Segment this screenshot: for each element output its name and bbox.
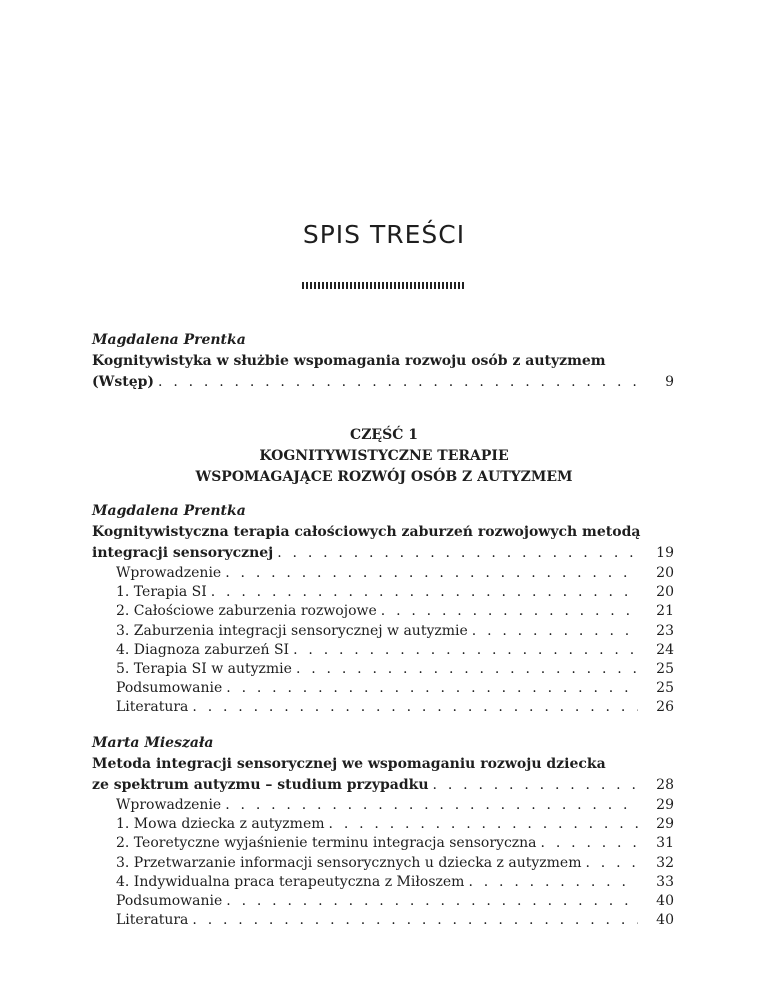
- chapter-heading-end: ze spektrum autyzmu – studium przypadku: [92, 777, 429, 793]
- chapter-author: Marta Mieszała: [92, 735, 214, 751]
- dot-leader: [192, 698, 638, 717]
- chapter-page-number: 19: [656, 545, 674, 561]
- toc-entry-page: 33: [656, 873, 674, 890]
- toc-entry-label: 1. Terapia SI: [116, 584, 207, 601]
- dot-leader: [381, 602, 638, 621]
- toc-entry-page: 20: [656, 565, 674, 581]
- part-title-line1: KOGNITYWISTYCZNE TERAPIE: [259, 448, 509, 464]
- toc-entry-page: 25: [656, 660, 674, 677]
- intro-heading-row[interactable]: [92, 372, 674, 393]
- chapter-heading: Kognitywistyczna terapia całościowych zaburzeń rozwojowych metodą: [92, 524, 641, 540]
- toc-entry[interactable]: [92, 660, 674, 679]
- part-heading: [0, 425, 768, 488]
- toc-entry-page: 40: [656, 892, 674, 909]
- part-number: CZĘŚĆ 1: [350, 427, 418, 443]
- toc-entry-page: 25: [656, 680, 674, 697]
- decorative-ornament: [302, 282, 466, 289]
- toc-entry-page: 31: [656, 835, 674, 852]
- toc-chapter: [92, 501, 674, 718]
- intro-page-number: 9: [665, 374, 674, 390]
- intro-heading: Kognitywistyka w służbie wspomagania rozwoju osób z autyzmem: [92, 353, 606, 369]
- toc-entry-page: 24: [656, 641, 674, 658]
- toc-entry[interactable]: [92, 815, 674, 834]
- toc-entry-page: 40: [656, 912, 674, 929]
- dot-leader: [225, 796, 638, 815]
- toc-entry[interactable]: [92, 873, 674, 892]
- toc-entry[interactable]: [92, 622, 674, 641]
- toc-entry-label: 3. Zaburzenia integracji sensorycznej w autyzmie: [116, 622, 468, 639]
- toc-entry-page: 32: [656, 854, 674, 871]
- dot-leader: [541, 834, 638, 853]
- dot-leader: [211, 583, 638, 602]
- toc-chapter: [92, 733, 674, 930]
- toc-entry[interactable]: [92, 892, 674, 911]
- dot-leader: [226, 892, 638, 911]
- toc-entry[interactable]: [92, 583, 674, 602]
- page-title: SPIS TREŚCI: [302, 220, 466, 249]
- toc-entry-page: 29: [656, 816, 674, 833]
- toc-entry-page: 29: [656, 797, 674, 813]
- intro-author: Magdalena Prentka: [92, 332, 246, 348]
- toc-entry-label: 3. Przetwarzanie informacji sensorycznych u dziecka z autyzmem: [116, 854, 582, 871]
- toc-entry[interactable]: [92, 911, 674, 930]
- dot-leader: [293, 641, 638, 660]
- toc-entry[interactable]: [92, 641, 674, 660]
- toc-entry-page: 21: [656, 603, 674, 620]
- dot-leader: [329, 815, 638, 834]
- dot-leader: [192, 911, 638, 930]
- toc-entry-page: 20: [656, 584, 674, 601]
- toc-entry-label: 2. Całościowe zaburzenia rozwojowe: [116, 603, 377, 620]
- toc-entry[interactable]: [92, 834, 674, 853]
- toc-entry-label: 5. Terapia SI w autyzmie: [116, 660, 292, 677]
- toc-entry-label: 4. Indywidualna praca terapeutyczna z Miłoszem: [116, 873, 465, 890]
- toc-entry-label: Wprowadzenie: [116, 565, 222, 581]
- chapter-page-number: 28: [656, 777, 674, 793]
- toc-entry[interactable]: [92, 602, 674, 621]
- toc-entry-label: Podsumowanie: [116, 892, 223, 909]
- chapter-author: Magdalena Prentka: [92, 503, 246, 519]
- chapter-heading-row[interactable]: [92, 775, 674, 796]
- toc-entry-label: Wprowadzenie: [116, 797, 222, 813]
- intro-heading-end: (Wstęp): [92, 374, 155, 390]
- chapter-heading-end: integracji sensorycznej: [92, 545, 274, 561]
- dot-leader: [296, 660, 638, 679]
- toc-entry-page: 23: [656, 622, 674, 639]
- part-title-line2: WSPOMAGAJĄCE ROZWÓJ OSÓB Z AUTYZMEM: [195, 469, 573, 485]
- dot-leader: [468, 873, 638, 892]
- toc-entry-label: 2. Teoretyczne wyjaśnienie terminu integracja sensoryczna: [116, 835, 537, 852]
- dot-leader: [277, 543, 638, 564]
- dot-leader: [586, 854, 639, 873]
- toc-entry-label: Literatura: [116, 912, 189, 929]
- toc-entry[interactable]: [92, 796, 674, 815]
- dot-leader: [158, 372, 638, 393]
- dot-leader: [472, 622, 638, 641]
- toc-entry[interactable]: [92, 698, 674, 717]
- dot-leader: [225, 564, 638, 583]
- chapter-heading: Metoda integracji sensorycznej we wspomaganiu rozwoju dziecka: [92, 756, 606, 772]
- chapter-heading-row[interactable]: [92, 543, 674, 564]
- toc-entry-label: 1. Mowa dziecka z autyzmem: [116, 816, 325, 833]
- toc-entry-label: Podsumowanie: [116, 680, 223, 697]
- toc-entry-label: 4. Diagnoza zaburzeń SI: [116, 641, 290, 658]
- toc-entry[interactable]: [92, 854, 674, 873]
- dot-leader: [433, 775, 638, 796]
- toc-entry[interactable]: [92, 564, 674, 583]
- toc-intro-entry: [92, 330, 674, 393]
- toc-entry[interactable]: [92, 679, 674, 698]
- toc-entry-label: Literatura: [116, 699, 189, 716]
- toc-entry-page: 26: [656, 699, 674, 716]
- dot-leader: [226, 679, 638, 698]
